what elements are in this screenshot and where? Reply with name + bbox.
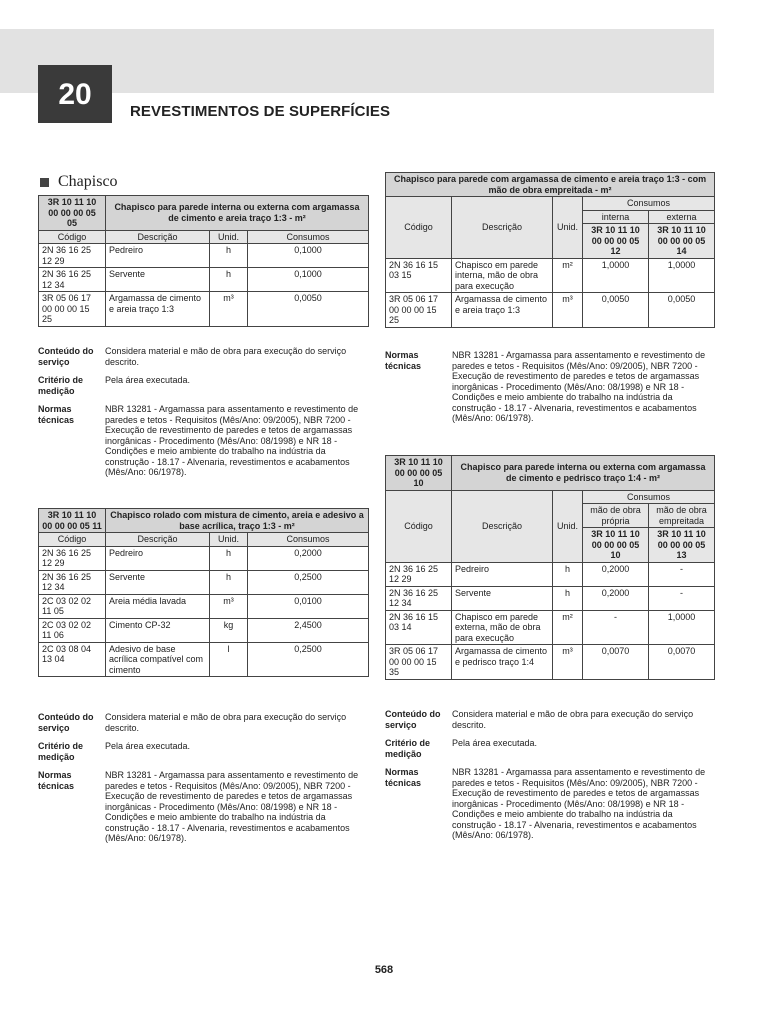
cell-codigo: 2N 36 16 15 03 15: [386, 258, 452, 293]
table-row: [386, 586, 715, 610]
col-header-descricao: Descrição: [106, 533, 210, 547]
cell-codigo: 2C 03 02 02 11 05: [39, 594, 106, 618]
table-row: [386, 645, 715, 680]
cell-consumo-empreitada: -: [649, 562, 715, 586]
cell-codigo: 2C 03 08 04 13 04: [39, 642, 106, 677]
cell-consumo-empreitada: 1,0000: [649, 610, 715, 645]
col-header-interna: interna: [583, 210, 649, 224]
col-header-unid: Unid.: [210, 533, 248, 547]
col-header-consumos: Consumos: [248, 533, 369, 547]
cell-consumo-interna: 1,0000: [583, 258, 649, 293]
cell-unid: h: [210, 546, 248, 570]
table-row: [39, 244, 369, 268]
cell-unid: h: [553, 586, 583, 610]
chapter-title: REVESTIMENTOS DE SUPERFÍCIES: [130, 103, 391, 120]
sub-code-externa: 3R 10 11 10 00 00 00 05 14: [649, 224, 715, 259]
col-header-consumos: Consumos: [248, 230, 369, 244]
label-normas: Normas técnicas: [38, 404, 75, 425]
cell-consumo-propria: -: [583, 610, 649, 645]
cell-codigo: 2N 36 16 25 12 34: [39, 570, 106, 594]
label-criterio: Critério de medição: [38, 741, 84, 762]
cell-unid: l: [210, 642, 248, 677]
table-row: [39, 618, 369, 642]
cell-consumo: 0,2500: [248, 570, 369, 594]
cell-consumo-empreitada: 0,0070: [649, 645, 715, 680]
text-normas: NBR 13281 - Argamassa para assentamento e revestimento de paredes e tetos - Requisitos (Mês/Ano: 09/2005), NBR 7200 - Execução de revestimento de paredes e tetos de argamassas inorgânicas - Procedimento (Mês/Ano: 08/1998) e NR 18 - Condições e meio ambiente do trabalho na indústria da construção - 18.17 - Alvenaria, revestimentos e acabamentos (Mês/Ano: 06/1978).: [105, 770, 359, 843]
label-conteudo: Conteúdo do serviço: [38, 346, 94, 367]
composition-table-1: [38, 195, 369, 327]
cell-unid: m³: [553, 293, 583, 328]
label-normas: Normas técnicas: [385, 767, 422, 788]
cell-unid: m³: [553, 645, 583, 680]
table-row: [39, 292, 369, 327]
table-row: [39, 570, 369, 594]
cell-codigo: 2N 36 16 25 12 29: [39, 546, 106, 570]
chapter-number: 20: [38, 65, 112, 123]
text-normas: NBR 13281 - Argamassa para assentamento e revestimento de paredes e tetos - Requisitos (Mês/Ano: 09/2005), NBR 7200 - Execução de revestimento de paredes e tetos de argamassas inorgânicas - Procedimento (Mês/Ano: 08/1998) e NR 18 - Condições e meio ambiente do trabalho na indústria da construção - 18.17 - Alvenaria, revestimentos e acabamentos (Mês/Ano: 06/1978).: [452, 350, 706, 423]
section-title: Chapisco: [58, 173, 118, 190]
table-row: [386, 293, 715, 328]
cell-consumo-empreitada: -: [649, 586, 715, 610]
cell-unid: m³: [210, 594, 248, 618]
sub-code-empreitada: 3R 10 11 10 00 00 00 05 13: [649, 528, 715, 563]
col-header-mao-de-obra-propria: mão de obra própria: [583, 504, 649, 528]
cell-unid: m³: [210, 292, 248, 327]
table-row: [39, 268, 369, 292]
label-normas: Normas técnicas: [38, 770, 75, 791]
col-header-descricao: Descrição: [106, 230, 210, 244]
sub-code-propria: 3R 10 11 10 00 00 00 05 10: [583, 528, 649, 563]
cell-codigo: 2N 36 16 25 12 29: [39, 244, 106, 268]
col-header-unid: Unid.: [210, 230, 248, 244]
cell-unid: h: [210, 244, 248, 268]
table2-info: [38, 712, 368, 852]
composition-table-4: [385, 455, 715, 680]
label-conteudo: Conteúdo do serviço: [38, 712, 94, 733]
cell-descricao: Chapisco em parede interna, mão de obra para execução: [452, 258, 553, 293]
label-conteudo: Conteúdo do serviço: [385, 709, 441, 730]
text-normas: NBR 13281 - Argamassa para assentamento e revestimento de paredes e tetos - Requisitos (Mês/Ano: 09/2005), NBR 7200 - Execução de revestimento de paredes e tetos de argamassas inorgânicas - Procedimento (Mês/Ano: 08/1998) e NR 18 - Condições e meio ambiente do trabalho na indústria da construção - 18.17 - Alvenaria, revestimentos e acabamentos (Mês/Ano: 06/1978).: [452, 767, 706, 840]
text-conteudo: Considera material e mão de obra para execução do serviço descrito.: [105, 346, 347, 367]
cell-consumo: 2,4500: [248, 618, 369, 642]
cell-codigo: 2N 36 16 15 03 14: [386, 610, 452, 645]
cell-descricao: Adesivo de base acrílica compatível com cimento: [106, 642, 210, 677]
table1-info: [38, 346, 368, 486]
cell-codigo: 2C 03 02 02 11 06: [39, 618, 106, 642]
cell-descricao: Argamassa de cimento e areia traço 1:3: [452, 293, 553, 328]
cell-unid: kg: [210, 618, 248, 642]
col-header-unid: Unid.: [553, 197, 583, 259]
label-normas: Normas técnicas: [385, 350, 422, 371]
cell-descricao: Chapisco em parede externa, mão de obra para execução: [452, 610, 553, 645]
col-header-mao-de-obra-empreitada: mão de obra empreitada: [649, 504, 715, 528]
col-header-codigo: Código: [386, 490, 452, 562]
cell-descricao: Areia média lavada: [106, 594, 210, 618]
table4-title: Chapisco para parede interna ou externa com argamassa de cimento e pedrisco traço 1:4 - m²: [452, 456, 715, 491]
square-bullet-icon: [40, 178, 49, 187]
col-header-descricao: Descrição: [452, 197, 553, 259]
text-conteudo: Considera material e mão de obra para execução do serviço descrito.: [105, 712, 347, 733]
text-conteudo: Considera material e mão de obra para execução do serviço descrito.: [452, 709, 694, 730]
cell-consumo-propria: 0,2000: [583, 586, 649, 610]
cell-codigo: 3R 05 06 17 00 00 00 15 35: [386, 645, 452, 680]
col-header-codigo: Código: [39, 230, 106, 244]
cell-consumo-propria: 0,2000: [583, 562, 649, 586]
cell-unid: m²: [553, 610, 583, 645]
label-criterio: Critério de medição: [38, 375, 84, 396]
table-row: [39, 642, 369, 677]
text-criterio: Pela área executada.: [452, 738, 538, 748]
table3-title: Chapisco para parede com argamassa de cimento e areia traço 1:3 - com mão de obra empreitada - m²: [386, 173, 715, 197]
text-criterio: Pela área executada.: [105, 375, 191, 385]
table-row: [39, 594, 369, 618]
table4-info: [385, 709, 714, 849]
cell-unid: h: [553, 562, 583, 586]
table-row: [386, 610, 715, 645]
cell-descricao: Pedreiro: [106, 244, 210, 268]
text-criterio: Pela área executada.: [105, 741, 191, 751]
cell-codigo: 3R 05 06 17 00 00 00 15 25: [39, 292, 106, 327]
cell-consumo: 0,2500: [248, 642, 369, 677]
col-header-codigo: Código: [386, 197, 452, 259]
table2-title: Chapisco rolado com mistura de cimento, areia e adesivo a base acrílica, traço 1:3 - m²: [106, 509, 369, 533]
cell-descricao: Cimento CP-32: [106, 618, 210, 642]
cell-descricao: Pedreiro: [106, 546, 210, 570]
col-header-consumos: Consumos: [583, 490, 715, 504]
cell-consumo: 0,0100: [248, 594, 369, 618]
table-row: [39, 546, 369, 570]
cell-descricao: Argamassa de cimento e areia traço 1:3: [106, 292, 210, 327]
composition-table-3: [385, 172, 715, 328]
cell-codigo: 3R 05 06 17 00 00 00 15 25: [386, 293, 452, 328]
composition-table-2: [38, 508, 369, 677]
cell-descricao: Argamassa de cimento e pedrisco traço 1:4: [452, 645, 553, 680]
cell-consumo-externa: 1,0000: [649, 258, 715, 293]
section-heading: [40, 173, 118, 191]
sub-code-interna: 3R 10 11 10 00 00 00 05 12: [583, 224, 649, 259]
cell-descricao: Servente: [106, 570, 210, 594]
cell-codigo: 2N 36 16 25 12 29: [386, 562, 452, 586]
cell-consumo: 0,0050: [248, 292, 369, 327]
cell-consumo: 0,1000: [248, 244, 369, 268]
col-header-externa: externa: [649, 210, 715, 224]
cell-consumo-propria: 0,0070: [583, 645, 649, 680]
cell-descricao: Pedreiro: [452, 562, 553, 586]
cell-unid: m²: [553, 258, 583, 293]
cell-unid: h: [210, 570, 248, 594]
col-header-consumos: Consumos: [583, 197, 715, 211]
col-header-unid: Unid.: [553, 490, 583, 562]
cell-descricao: Servente: [106, 268, 210, 292]
cell-unid: h: [210, 268, 248, 292]
cell-consumo: 0,1000: [248, 268, 369, 292]
col-header-descricao: Descrição: [452, 490, 553, 562]
cell-codigo: 2N 36 16 25 12 34: [39, 268, 106, 292]
page-number: 568: [374, 964, 394, 976]
col-header-codigo: Código: [39, 533, 106, 547]
table-row: [386, 562, 715, 586]
table2-code: 3R 10 11 10 00 00 00 05 11: [39, 509, 106, 533]
cell-codigo: 2N 36 16 25 12 34: [386, 586, 452, 610]
table-row: [386, 258, 715, 293]
cell-consumo-interna: 0,0050: [583, 293, 649, 328]
table4-code: 3R 10 11 10 00 00 00 05 10: [386, 456, 452, 491]
cell-descricao: Servente: [452, 586, 553, 610]
table1-code: 3R 10 11 10 00 00 00 05 05: [39, 196, 106, 231]
cell-consumo-externa: 0,0050: [649, 293, 715, 328]
table1-title: Chapisco para parede interna ou externa com argamassa de cimento e areia traço 1:3 - m²: [106, 196, 369, 231]
cell-consumo: 0,2000: [248, 546, 369, 570]
text-normas: NBR 13281 - Argamassa para assentamento e revestimento de paredes e tetos - Requisitos (Mês/Ano: 09/2005), NBR 7200 - Execução de revestimento de paredes e tetos de argamassas inorgânicas - Procedimento (Mês/Ano: 08/1998) e NR 18 - Condições e meio ambiente do trabalho na indústria da construção - 18.17 - Alvenaria, revestimentos e acabamentos (Mês/Ano: 06/1978).: [105, 404, 359, 477]
table3-info: [385, 350, 714, 432]
label-criterio: Critério de medição: [385, 738, 431, 759]
